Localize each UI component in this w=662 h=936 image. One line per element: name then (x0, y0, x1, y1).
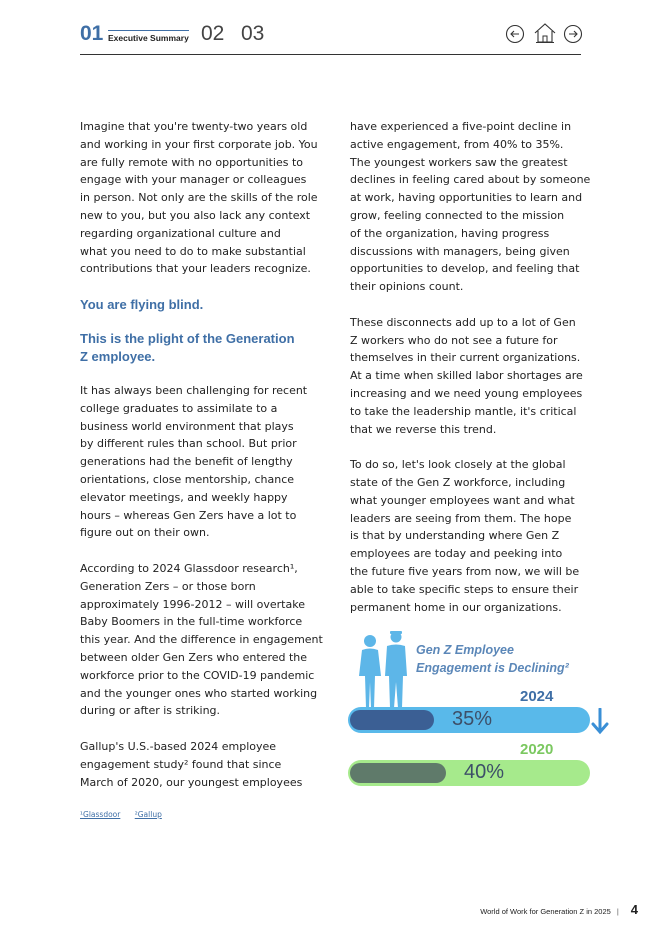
footnote-gallup-link[interactable]: ²Gallup (134, 810, 162, 819)
heading-plight-line-1: This is the plight of the Generation (80, 330, 295, 346)
text-line: by different rules than school. But prior (80, 437, 297, 451)
text-line: approximately 1996-2012 – will overtake (80, 597, 305, 611)
chart-title-line-1: Gen Z Employee (416, 643, 514, 657)
home-icon[interactable] (533, 22, 557, 44)
text-line: permanent home in our organizations. (350, 600, 562, 614)
text-line: Imagine that you're twenty-two years old (80, 120, 308, 133)
right-para-2 (350, 314, 590, 439)
left-column (80, 118, 323, 809)
text-line: contributions that your leaders recognize. (80, 262, 311, 276)
text-line: It has always been challenging for recent (80, 383, 308, 397)
text-line: grow, feeling connected to the mission (350, 208, 565, 222)
text-line: According to 2024 Glassdoor research¹, (80, 561, 298, 575)
text-line: what you need to do to make substantial (80, 244, 306, 258)
text-line: able to take specific steps to ensure their (350, 582, 579, 596)
text-line: during or after is striking. (80, 704, 221, 718)
forward-arrow-icon[interactable] (563, 24, 583, 44)
text-line: Generation Zers – or those born (80, 579, 256, 593)
left-para-4 (80, 738, 320, 791)
bar-fill (350, 763, 446, 783)
bar-fill (350, 710, 434, 730)
text-line: declines in feeling cared about by someone (350, 173, 591, 187)
text-line: that we reverse this trend. (350, 422, 497, 436)
section-3-number[interactable]: 03 (241, 22, 265, 45)
text-line: engage with your manager or colleagues (80, 173, 307, 187)
text-line: what younger employees want and what (350, 493, 575, 507)
text-line: orientations, close mentorship, chance (80, 472, 295, 486)
text-line: discussions with managers, being given (350, 244, 570, 258)
text-line: increasing and we need young employees (350, 386, 583, 400)
footer-separator: | (616, 907, 619, 916)
text-line: this year. And the difference in engagement (80, 633, 323, 647)
left-para-2 (80, 382, 320, 542)
text-line: employees are today and peeking into (350, 547, 563, 561)
text-line: hours – whereas Gen Zers have a lot to (80, 508, 297, 522)
text-line: are fully remote with no opportunities to (80, 155, 304, 169)
text-line: Baby Boomers in the full-time workforce (80, 615, 303, 629)
text-line: To do so, let's look closely at the global (350, 458, 566, 472)
text-line: at work, having opportunities to learn and (350, 191, 583, 205)
people-figures-icon (356, 628, 412, 710)
text-line: business world environment that plays (80, 419, 294, 433)
text-line: opportunities to develop, and feeling that (350, 262, 580, 276)
text-line: The youngest workers saw the greatest (350, 155, 568, 169)
man-figure-icon (385, 631, 407, 708)
text-line: Gallup's U.S.-based 2024 employee (80, 739, 277, 753)
heading-flying-blind: You are flying blind. (80, 296, 204, 312)
text-line: March of 2020, our youngest employees (80, 775, 303, 789)
section-1-number[interactable]: 01 (80, 22, 104, 45)
bar-year-label: 2024 (520, 688, 554, 705)
text-line: These disconnects add up to a lot of Gen (350, 315, 576, 329)
section-2-number[interactable]: 02 (201, 22, 225, 45)
woman-figure-icon (359, 635, 381, 708)
text-line: is that by understanding where Gen Z (350, 529, 560, 543)
text-line: have experienced a five-point decline in (350, 120, 572, 133)
text-line: of the organization, having progress (350, 226, 550, 240)
bar-year-label: 2020 (520, 741, 554, 758)
left-para-3 (80, 560, 323, 720)
text-line: their opinions count. (350, 280, 464, 294)
text-line: new to you, but you also lack any context (80, 208, 311, 222)
back-arrow-icon[interactable] (505, 24, 525, 44)
page-footer (480, 902, 638, 917)
top-nav (80, 20, 581, 55)
text-line: figure out on their own. (80, 526, 210, 540)
text-line: in person. Not only are the skills of the role (80, 191, 318, 205)
section-1-label[interactable]: Executive Summary (108, 30, 189, 43)
text-line: active engagement, from 40% to 35%. (350, 137, 564, 151)
text-line: and the younger ones who started working (80, 686, 318, 700)
bar-value-label: 40% (464, 761, 505, 783)
text-line: state of the Gen Z workforce, including (350, 475, 566, 489)
text-line: regarding organizational culture and (80, 226, 281, 240)
text-line: Z workers who do not see a future for (350, 333, 558, 347)
footnotes (80, 810, 174, 819)
page-number: 4 (630, 902, 638, 917)
text-line: themselves in their current organizations. (350, 351, 581, 365)
bar-value-label: 35% (452, 708, 493, 730)
text-line: and working in your first corporate job. You (80, 137, 318, 151)
heading-plight (80, 330, 320, 366)
chart-title-line-2: Engagement is Declining² (416, 660, 569, 675)
right-para-3 (350, 456, 590, 616)
right-para-1 (350, 118, 590, 296)
footer-title: World of Work for Generation Z in 2025 (480, 907, 611, 916)
text-line: workforce prior to the COVID-19 pandemic (80, 668, 315, 682)
left-para-1 (80, 118, 320, 278)
text-line: between older Gen Zers who entered the (80, 650, 308, 664)
text-line: to take the leadership mantle, it's critical (350, 404, 577, 418)
text-line: At a time when skilled labor shortages are (350, 369, 583, 383)
text-line: college graduates to assimilate to a (80, 401, 278, 415)
heading-plight-line-2: Z employee. (80, 348, 156, 364)
footnote-glassdoor-link[interactable]: ¹Glassdoor (80, 810, 121, 819)
text-line: engagement study² found that since (80, 757, 282, 771)
chart-title (416, 642, 569, 677)
text-line: the future five years from now, we will be (350, 564, 580, 578)
text-line: generations had the benefit of lengthy (80, 455, 293, 469)
text-line: elevator meetings, and weekly happy (80, 490, 288, 504)
text-line: leaders are seeing from them. The hope (350, 511, 572, 525)
decline-arrow-icon (591, 708, 609, 735)
right-column (350, 118, 590, 634)
